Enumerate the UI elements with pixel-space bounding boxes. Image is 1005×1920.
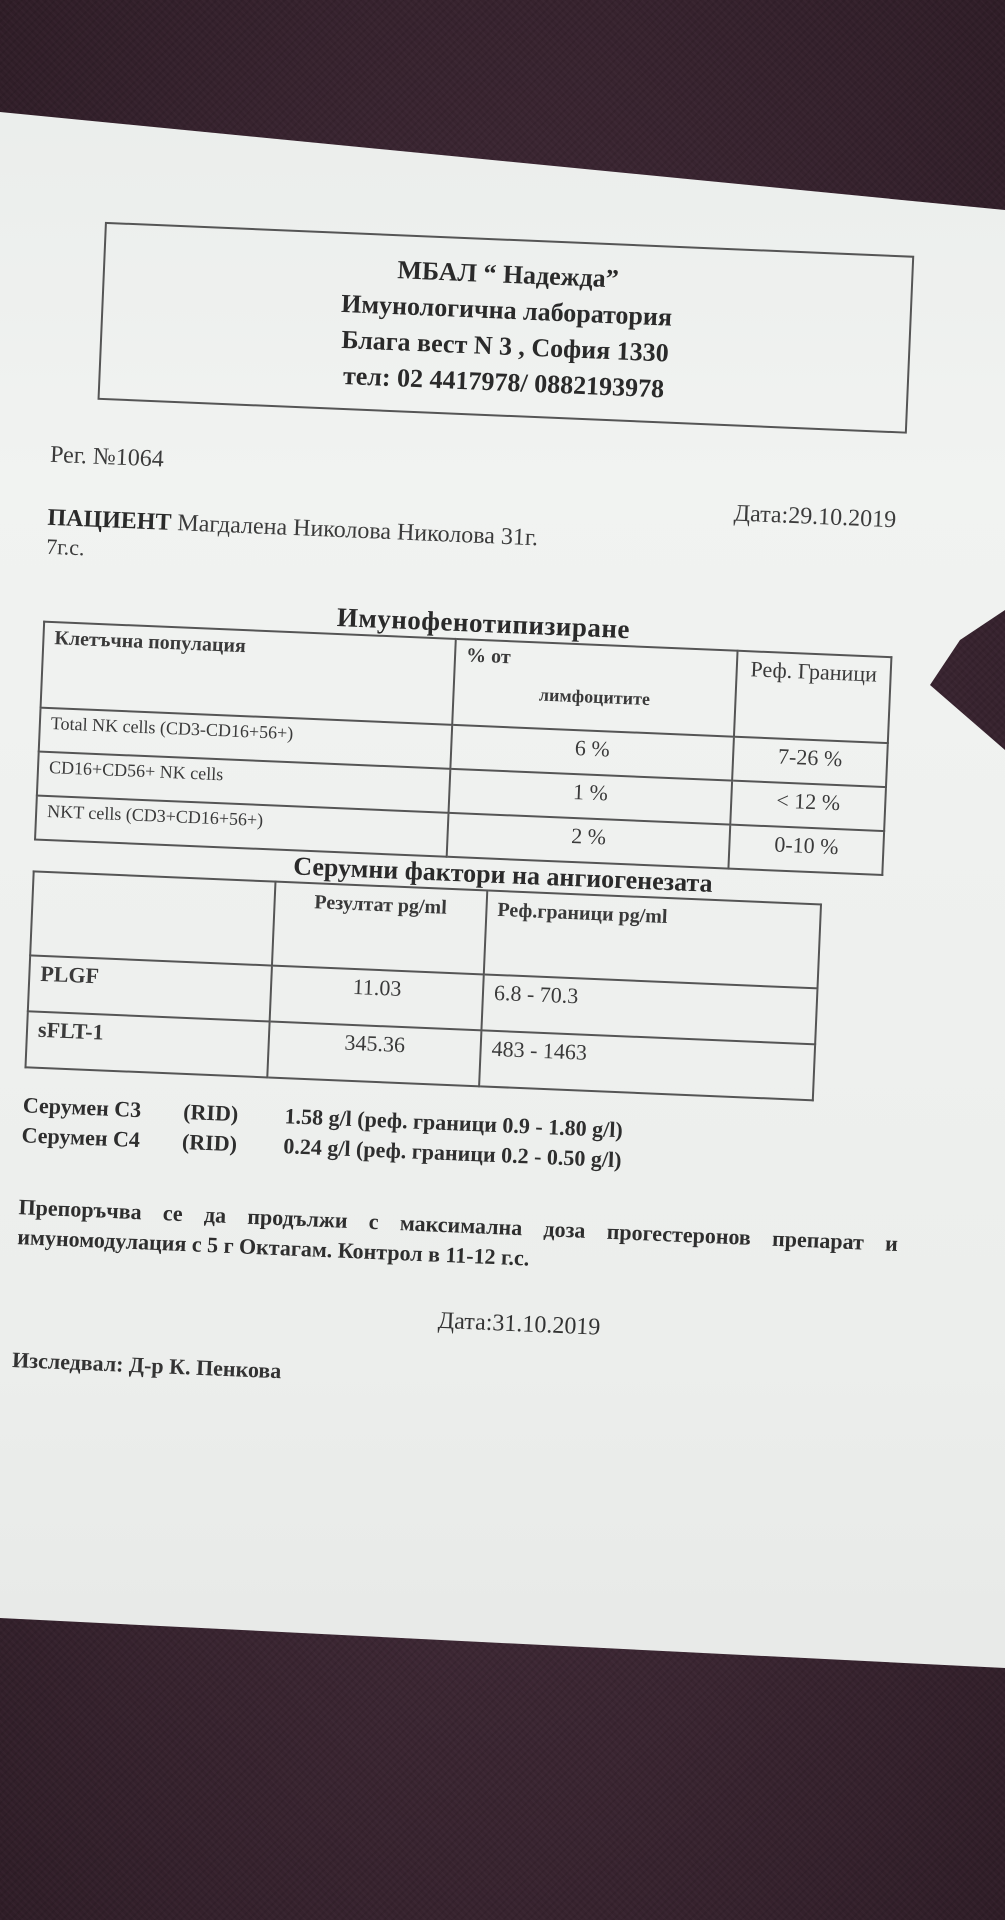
serum-c3-method: (RID) [182,1098,239,1127]
serum-c3-name: Серумен С3 [22,1092,142,1123]
row-factor: sFLT-1 [25,1011,269,1077]
registration-number: Рег. №1064 [49,441,165,473]
serum-c4-value: 0.24 g/l (реф. граници 0.2 - 0.50 g/l) [282,1133,623,1173]
row-ref: 7-26 % [732,737,888,787]
header-empty [30,871,275,965]
patient-name: Магдалена Николова Николова 31г. [176,510,539,552]
lab-header-box [98,222,915,434]
header-percent [452,639,737,737]
row-ref: < 12 % [730,781,886,831]
recommendation-text: Препоръчва се да продължи с максимална доза прогестеронов препарат и имуномодулация с 5 г Октагам. Контрол в 11-12 г.с. [16,1194,899,1271]
row-ref: 483 - 1463 [479,1030,815,1100]
serum-c3-value: 1.58 g/l (реф. граници 0.9 - 1.80 g/l) [284,1103,624,1143]
row-ref: 0-10 % [728,825,884,875]
serum-c4-name: Серумен С4 [21,1122,141,1153]
header-ref: Реф.граници pg/ml [484,890,821,988]
row-result: 345.36 [267,1021,481,1086]
hospital-name: МБАЛ “ Надежда” [396,255,620,294]
immunophenotype-table [34,621,892,876]
examined-by: Изследвал: Д-р К. Пенкова [11,1347,282,1384]
row-ref: 6.8 - 70.3 [481,974,817,1044]
row-percent: 1 % [449,769,733,825]
patient-label: ПАЦИЕНТ [46,504,172,536]
header-ref: Реф. Граници [734,651,891,743]
header-result: Резултат pg/ml [272,882,487,975]
row-factor: PLGF [28,955,272,1021]
row-population: CD16+CD56+ NK cells [37,752,450,813]
row-population: NKT cells (CD3+CD16+56+) [35,796,448,857]
row-percent: 2 % [447,813,731,869]
angiogenesis-title: Серумни фактори на ангиогенезата [292,851,714,898]
lab-name: Имунологична лаборатория [340,288,673,332]
header-percent-bottom: лимфоцитите [538,684,651,710]
row-result: 11.03 [270,966,484,1031]
report-date: Дата:29.10.2019 [733,500,897,534]
header-percent-top: % от [465,644,512,669]
angiogenesis-table [24,870,822,1101]
lab-phone: тел: 02 4417978/ 0882193978 [342,361,665,404]
lab-address: Блага вест N 3 , София 1330 [340,324,670,368]
header-population: Клетъчна популация [41,622,456,725]
serum-results [21,1090,903,1187]
gestation-age: 7г.с. [45,533,86,561]
row-percent: 6 % [450,725,734,781]
document-content [12,220,940,1410]
signature-date: Дата:31.10.2019 [437,1307,601,1341]
serum-c4-method: (RID) [181,1128,238,1157]
row-population: Total NK cells (CD3-CD16+56+) [39,708,452,769]
immunophenotype-title: Имунофенотипизиране [336,601,631,645]
